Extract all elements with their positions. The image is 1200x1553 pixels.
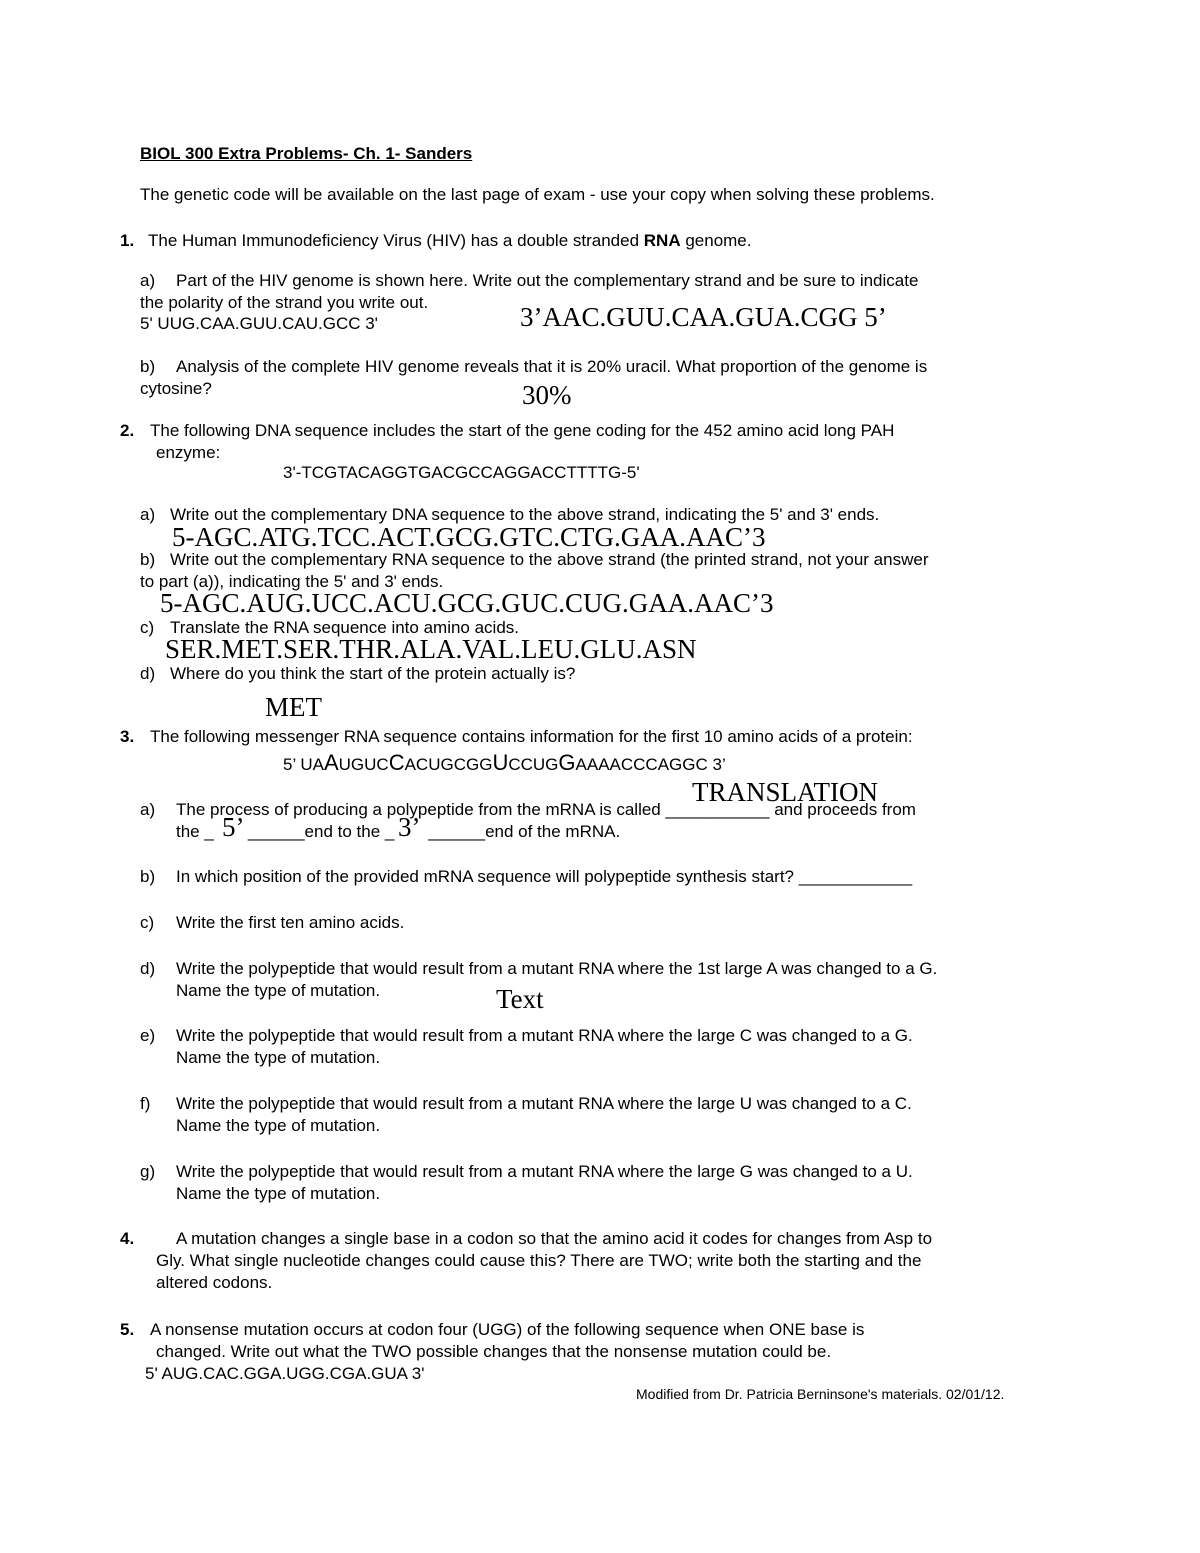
q3d-label: d) bbox=[140, 959, 156, 978]
q2b-line1: Write out the complementary RNA sequence to the above strand (the printed strand, not your answer bbox=[170, 550, 929, 569]
q2d-text: Where do you think the start of the protein actually is? bbox=[170, 664, 576, 683]
q3a-line2: the _ ______end to the _ ______end of the mRNA. bbox=[176, 822, 621, 841]
intro-text: The genetic code will be available on the last page of exam - use your copy when solving these problems. bbox=[140, 185, 935, 204]
q3c-label: c) bbox=[140, 913, 155, 932]
q3d-handwritten-answer: Text bbox=[496, 984, 544, 1014]
q3a-handwritten-from: 5’ bbox=[222, 812, 245, 842]
q1a-line2: the polarity of the strand you write out. bbox=[140, 293, 429, 312]
q1b-handwritten-answer: 30% bbox=[522, 380, 572, 410]
q1-number: 1. bbox=[120, 231, 135, 250]
q3a-handwritten-process: TRANSLATION bbox=[692, 777, 878, 807]
q2c-handwritten-answer: SER.MET.SER.THR.ALA.VAL.LEU.GLU.ASN bbox=[165, 634, 697, 664]
q3f-line1: Write the polypeptide that would result from a mutant RNA where the large U was changed to a C. bbox=[176, 1094, 912, 1113]
q3d-line1: Write the polypeptide that would result from a mutant RNA where the 1st large A was changed to a G. bbox=[176, 959, 938, 978]
q3g-line2: Name the type of mutation. bbox=[176, 1184, 381, 1203]
q4-line2: Gly. What single nucleotide changes could cause this? There are TWO; write both the starting and the bbox=[156, 1251, 922, 1270]
q1a-sequence: 5' UUG.CAA.GUU.CAU.GCC 3' bbox=[140, 314, 378, 333]
q3f-label: f) bbox=[140, 1094, 151, 1113]
q4-line1: A mutation changes a single base in a codon so that the amino acid it codes for changes from Asp to bbox=[176, 1229, 933, 1248]
q3b-label: b) bbox=[140, 867, 156, 886]
q3e-line1: Write the polypeptide that would result from a mutant RNA where the large C was changed to a G. bbox=[176, 1026, 913, 1045]
q2b-line2: to part (a)), indicating the 5' and 3' ends. bbox=[140, 572, 444, 591]
q1a-line1: Part of the HIV genome is shown here. Write out the complementary strand and be sure to indicate bbox=[176, 271, 919, 290]
q3f-line2: Name the type of mutation. bbox=[176, 1116, 381, 1135]
q4-line3: altered codons. bbox=[156, 1273, 273, 1292]
q1b-line2: cytosine? bbox=[140, 379, 212, 398]
q3a-line1: The process of producing a polypeptide from the mRNA is called ___________ and proceeds from bbox=[176, 800, 916, 819]
q2d-handwritten-answer: MET bbox=[265, 692, 322, 722]
page-title: BIOL 300 Extra Problems- Ch. 1- Sanders bbox=[140, 144, 473, 163]
q1b-label: b) bbox=[140, 357, 156, 376]
q1a-handwritten-answer: 3’AAC.GUU.CAA.GUA.CGG 5’ bbox=[520, 302, 887, 332]
q2a-label: a) bbox=[140, 505, 156, 524]
q4-number: 4. bbox=[120, 1229, 135, 1248]
q5-line2: changed. Write out what the TWO possible changes that the nonsense mutation could be. bbox=[156, 1342, 832, 1361]
q2b-handwritten-answer: 5-AGC.AUG.UCC.ACU.GCG.GUC.CUG.GAA.AAC’3 bbox=[160, 588, 774, 618]
q3e-line2: Name the type of mutation. bbox=[176, 1048, 381, 1067]
q5-number: 5. bbox=[120, 1320, 135, 1339]
q2-line1: The following DNA sequence includes the start of the gene coding for the 452 amino acid long PAH bbox=[150, 421, 895, 440]
q3g-label: g) bbox=[140, 1162, 156, 1181]
q2b-label: b) bbox=[140, 550, 156, 569]
q5-sequence: 5' AUG.CAC.GGA.UGG.CGA.GUA 3' bbox=[145, 1364, 425, 1383]
q3e-label: e) bbox=[140, 1026, 156, 1045]
q3a-handwritten-to: 3’ bbox=[398, 812, 421, 842]
q3-mrna-sequence: 5’ UAAUGUCCACUGCGGUCCUGGAAAACCCAGGC 3’ bbox=[283, 750, 726, 775]
q3c-text: Write the first ten amino acids. bbox=[176, 913, 405, 932]
q5-line1: A nonsense mutation occurs at codon four (UGG) of the following sequence when ONE base is bbox=[150, 1320, 865, 1339]
q2a-text: Write out the complementary DNA sequence to the above strand, indicating the 5' and 3' ends. bbox=[170, 505, 880, 524]
q2-sequence: 3'-TCGTACAGGTGACGCCAGGACCTTTTG-5' bbox=[283, 463, 640, 482]
q1-text: The Human Immunodeficiency Virus (HIV) has a double stranded RNA genome. bbox=[148, 231, 752, 250]
q3-number: 3. bbox=[120, 727, 135, 746]
q2c-label: c) bbox=[140, 618, 155, 637]
q2-line2: enzyme: bbox=[156, 443, 221, 462]
q2c-text: Translate the RNA sequence into amino acids. bbox=[170, 618, 520, 637]
q1a-label: a) bbox=[140, 271, 156, 290]
q3g-line1: Write the polypeptide that would result from a mutant RNA where the large G was changed to a U. bbox=[176, 1162, 913, 1181]
q3a-label: a) bbox=[140, 800, 156, 819]
footer-credit: Modified from Dr. Patricia Berninsone's materials. 02/01/12. bbox=[636, 1386, 1005, 1402]
q2d-label: d) bbox=[140, 664, 156, 683]
q3-text: The following messenger RNA sequence contains information for the first 10 amino acids of a protein: bbox=[150, 727, 913, 746]
q2a-handwritten-answer: 5-AGC.ATG.TCC.ACT.GCG.GTC.CTG.GAA.AAC’3 bbox=[172, 522, 766, 552]
q3b-text: In which position of the provided mRNA sequence will polypeptide synthesis start? ____________ bbox=[176, 867, 913, 886]
q2-number: 2. bbox=[120, 421, 135, 440]
q3d-line2: Name the type of mutation. bbox=[176, 981, 381, 1000]
q1b-line1: Analysis of the complete HIV genome reveals that it is 20% uracil. What proportion of the genome is bbox=[176, 357, 928, 376]
